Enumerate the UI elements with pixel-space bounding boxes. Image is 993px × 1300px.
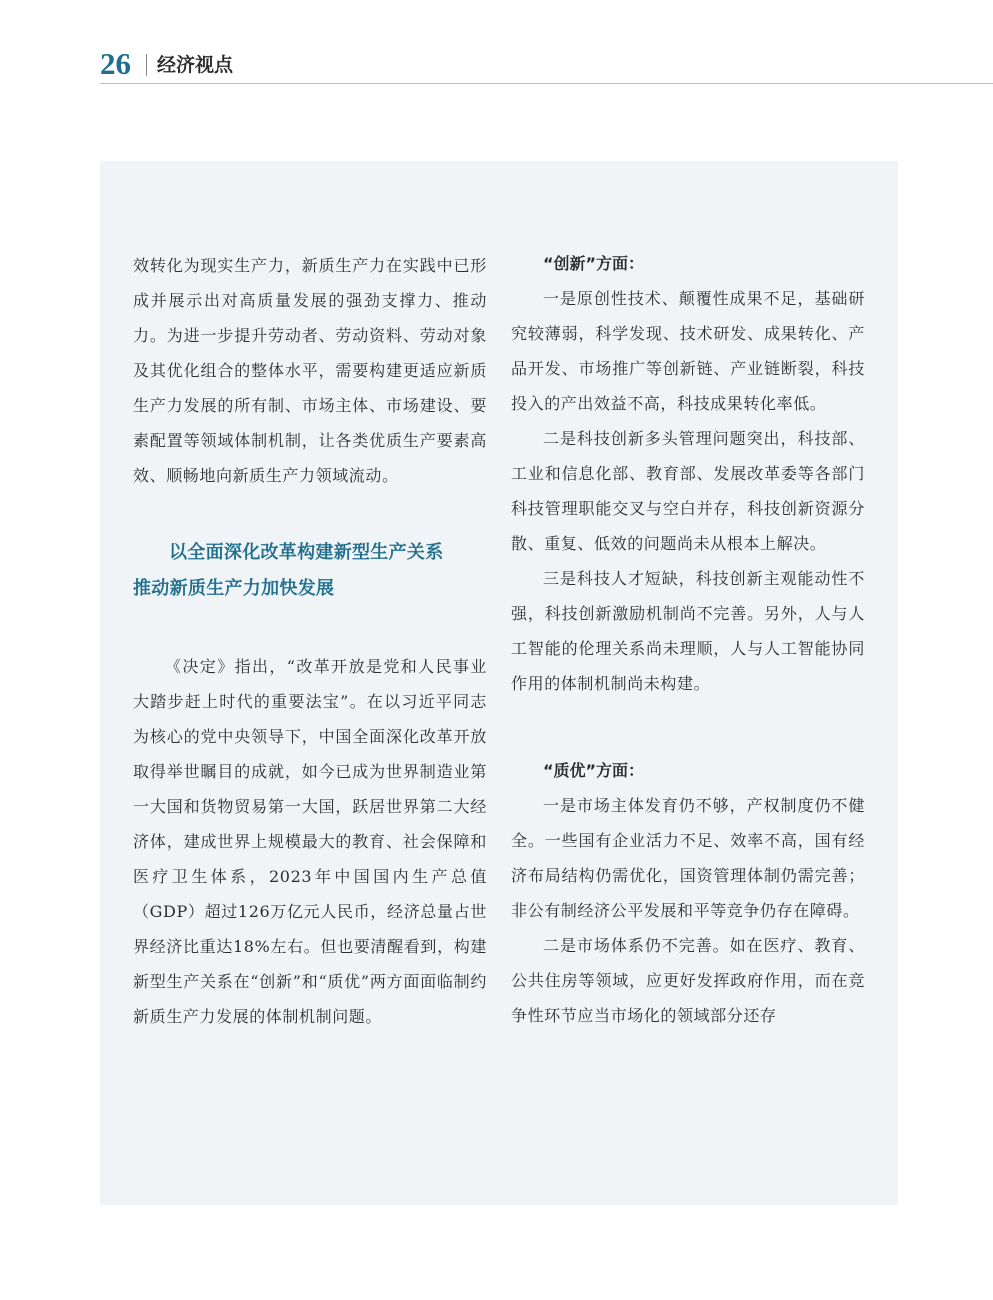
section-heading xyxy=(133,535,487,607)
innovation-point-2: 二是科技创新多头管理问题突出，科技部、工业和信息化部、教育部、发展改革委等各部门科技管理职能交叉与空白并存，科技创新资源分散、重复、低效的问题尚未从根本上解决。 xyxy=(511,429,865,553)
innovation-point-3: 三是科技人才短缺，科技创新主观能动性不强，科技创新激励机制尚不完善。另外，人与人工智能的伦理关系尚未理顺，人与人工智能协同作用的体制机制尚未构建。 xyxy=(511,569,865,693)
left-column xyxy=(133,248,487,1034)
quality-point-2: 二是市场体系仍不完善。如在医疗、教育、公共住房等领域，应更好发挥政府作用，而在竞争性环节应当市场化的领域部分还存 xyxy=(511,936,865,1025)
right-column xyxy=(511,246,865,1033)
header-separator xyxy=(146,54,147,76)
intro-paragraph: 效转化为现实生产力，新质生产力在实践中已形成并展示出对高质量发展的强劲支撑力、推动力。为进一步提升劳动者、劳动资料、劳动对象及其优化组合的整体水平，需要构建更适应新质生产力发展的所有制、市场主体、市场建设、要素配置等领域体制机制，让各类优质生产要素高效、顺畅地向新质生产力领域流动。 xyxy=(133,256,487,485)
page-number: 26 xyxy=(100,46,131,81)
quality-heading: “质优”方面： xyxy=(543,761,645,780)
decision-paragraph: 《决定》指出，“改革开放是党和人民事业大踏步赶上时代的重要法宝”。在以习近平同志为核心的党中央领导下，中国全面深化改革开放取得举世瞩目的成就，如今已成为世界制造业第一大国和货物贸易第一大国，跃居世界第二大经济体，建成世界上规模最大的教育、社会保障和医疗卫生体系，2023年中国国内生产总值（GDP）超过126万亿元人民币，经济总量占世界经济比重达18%左右。但也要清醒看到，构建新型生产关系在“创新”和“质优”两方面面临制约新质生产力发展的体制机制问题。 xyxy=(133,657,487,1026)
innovation-point-1: 一是原创性技术、颠覆性成果不足，基础研究较薄弱，科学发现、技术研发、成果转化、产品开发、市场推广等创新链、产业链断裂，科技投入的产出效益不高，科技成果转化率低。 xyxy=(511,289,865,413)
quality-point-1: 一是市场主体发育仍不够，产权制度仍不健全。一些国有企业活力不足、效率不高，国有经济布局结构仍需优化，国资管理体制仍需完善；非公有制经济公平发展和平等竞争仍存在障碍。 xyxy=(511,796,865,920)
header-rule xyxy=(100,83,993,84)
section-heading-line1: 以全面深化改革构建新型生产关系 xyxy=(169,542,444,563)
page-header xyxy=(100,44,993,84)
section-heading-line2: 推动新质生产力加快发展 xyxy=(133,578,335,599)
innovation-heading: “创新”方面： xyxy=(543,254,645,273)
section-title: 经济视点 xyxy=(157,54,234,76)
